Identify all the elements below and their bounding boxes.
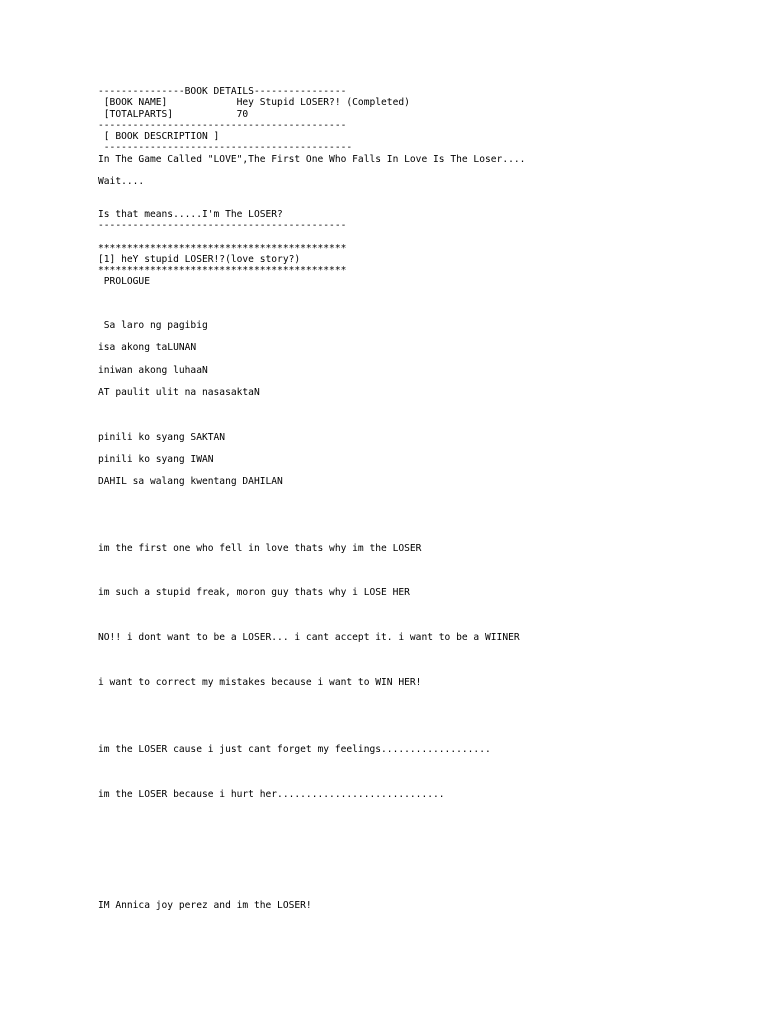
book-details-header: ---------------BOOK DETAILS----------------	[98, 86, 347, 97]
prose-line: im such a stupid freak, moron guy thats why i LOSE HER	[98, 587, 410, 598]
verse-line: DAHIL sa walang kwentang DAHILAN	[98, 476, 283, 487]
book-description-header: [ BOOK DESCRIPTION ]	[98, 131, 220, 142]
prose-line: IM Annica joy perez and im the LOSER!	[98, 900, 312, 911]
total-parts-row: [TOTALPARTS] 70	[98, 109, 249, 120]
book-description-divider: -------------------------------------------	[98, 142, 353, 153]
verse-line: pinili ko syang IWAN	[98, 454, 214, 465]
prose-line: i want to correct my mistakes because i want to WIN HER!	[98, 677, 422, 688]
verse-line: iniwan akong luhaaN	[98, 365, 208, 376]
chapter-stars-top: *******************************************	[98, 243, 347, 254]
prose-line: im the LOSER because i hurt her.............................	[98, 789, 445, 800]
chapter-title: [1] heY stupid LOSER!?(love story?)	[98, 254, 301, 265]
prose-line: NO!! i dont want to be a LOSER... i cant accept it. i want to be a WIINER	[98, 632, 520, 643]
verse-line: pinili ko syang SAKTAN	[98, 432, 226, 443]
chapter-stars-bottom: *******************************************	[98, 265, 347, 276]
description-line: Wait....	[98, 176, 145, 187]
verse-line: isa akong taLUNAN	[98, 342, 197, 353]
chapter-subtitle: PROLOGUE	[98, 276, 150, 287]
prose-line: im the first one who fell in love thats why im the LOSER	[98, 543, 422, 554]
description-line: In The Game Called "LOVE",The First One Who Falls In Love Is The Loser....	[98, 154, 526, 165]
prose-line: im the LOSER cause i just cant forget my feelings...................	[98, 744, 491, 755]
book-details-divider: -------------------------------------------	[98, 120, 347, 131]
book-name-row: [BOOK NAME] Hey Stupid LOSER?! (Completed)	[98, 97, 410, 108]
description-line: Is that means.....I'm The LOSER?	[98, 209, 283, 220]
verse-line: Sa laro ng pagibig	[98, 320, 208, 331]
verse-line: AT paulit ulit na nasasaktaN	[98, 387, 260, 398]
book-description-end-divider: -------------------------------------------	[98, 220, 347, 231]
